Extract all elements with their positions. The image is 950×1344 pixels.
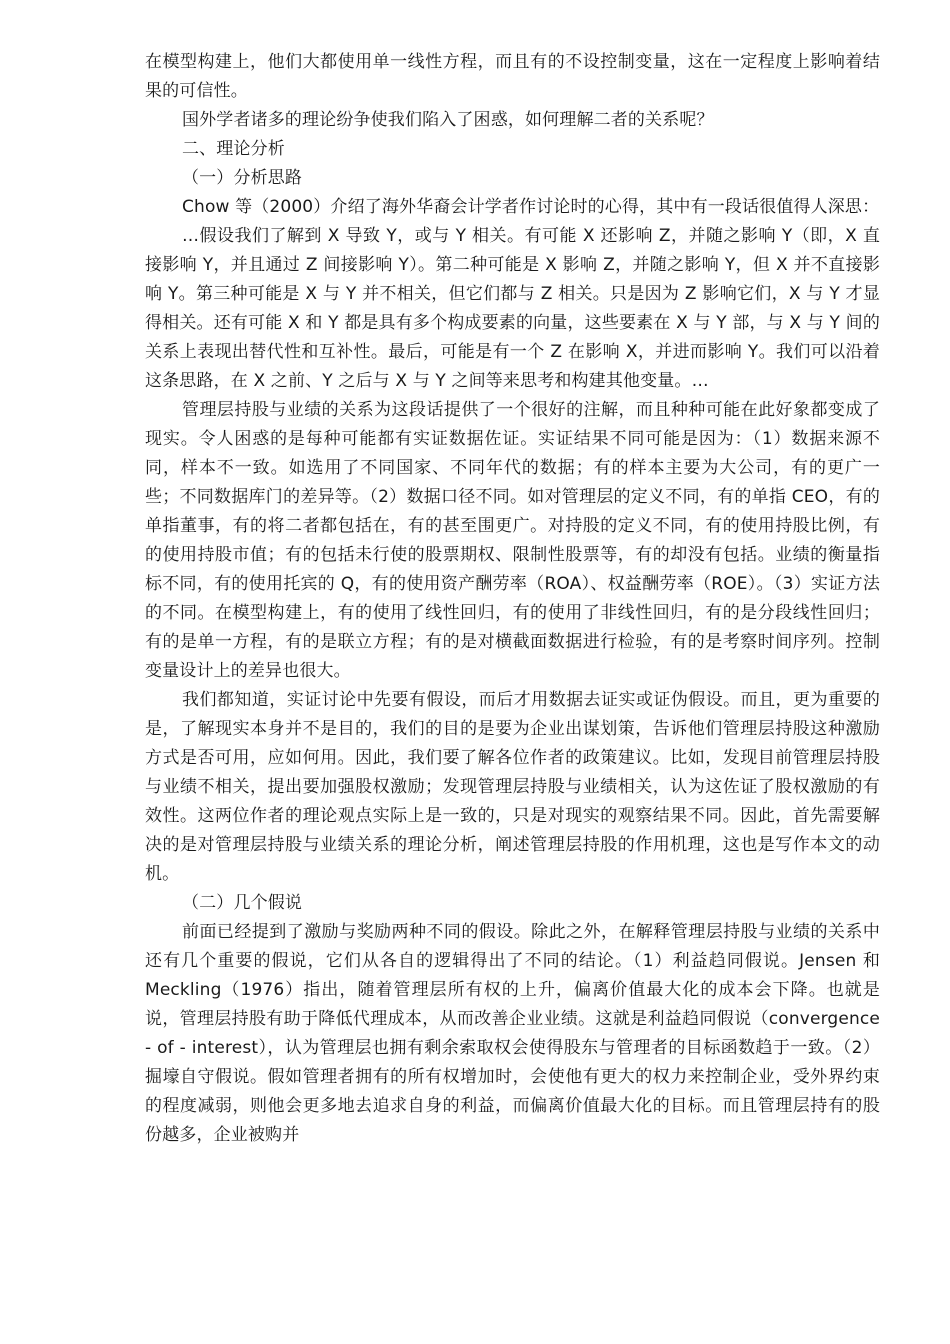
section-heading-theory: 二、理论分析 [182,139,285,159]
paragraph-evidence: 管理层持股与业绩的关系为这段话提供了一个很好的注解，而且种种可能在此好象都变成了现实。令人困惑的是每种可能都有实证数据佐证。实证结果不同可能是因为：（1）数据来源不同，样本不一致。如选用了不同国家、不同年代的数据；有的样本主要为大公司，有的更广一些；不同数据库门的差异等。（2）数据口径不同。如对管理层的定义不同，有的单指 CEO，有的单指董事，有的将二者都包括在，有的甚至围更广。对持股的定义不同，有的使用持股比例，有的使用持股市值；有的包括未行使的股票期权、限制性股票等，有的却没有包括。业绩的衡量指标不同，有的使用托宾的 Q，有的使用资产酬劳率（ROA）、权益酬劳率（ROE）。（3）实证方法的不同。在模型构建上，有的使用了线性回归，有的使用了非线性回归，有的是分段线性回归；有的是单一方程，有的是联立方程；有的是对横截面数据进行检验，有的是考察时间序列。控制变量设计上的差异也很大。 [145,400,880,681]
paragraph-chow: Chow 等（2000）介绍了海外华裔会计学者作讨论时的心得，其中有一段话很值得人深思： [182,197,880,217]
paragraph-hypotheses: 前面已经提到了激励与奖励两种不同的假设。除此之外，在解释管理层持股与业绩的关系中还有几个重要的假说，它们从各自的逻辑得出了不同的结论。（1）利益趋同假说。Jensen 和 Meckling（1976）指出，随着管理层所有权的上升，偏离价值最大化的成本会下降。也就是说，管理层持股有助于降低代理成本，从而改善企业业绩。这就是利益趋同假说（convergence - of - interest），认为管理层也拥有剩余索取权会使得股东与管理者的目标函数趋于一致。（2）掘壕自守假说。假如管理者拥有的所有权增加时，会使他有更大的权力来控制企业，受外界约束的程度减弱，则他会更多地去追求自身的利益，而偏离价值最大化的目标。而且管理层持有的股份越多，企业被购并 [145,922,880,1145]
paragraph-quote: …假设我们了解到 X 导致 Y，或与 Y 相关。有可能 X 还影响 Z，并随之影响 Y（即，X 直接影响 Y，并且通过 Z 间接影响 Y）。第二种可能是 X 影响 Z，并随之影响 Y，但 X 并不直接影响 Y。第三种可能是 X 与 Y 并不相关，但它们都与 Z 相关。只是因为 Z 影响它们，X 与 Y 才显得相关。还有可能 X 和 Y 都是具有多个构成要素的向量，这些要素在 X 与 Y 部，与 X 与 Y 间的关系上表现出替代性和互补性。最后，可能是有一个 Z 在影响 X，并进而影响 Y。我们可以沿着这条思路，在 X 之前、Y 之后与 X 与 Y 之间等来思考和构建其他变量。… [145,226,880,391]
subsection-heading-approach: （一）分析思路 [182,168,303,188]
paragraph-question: 国外学者诸多的理论纷争使我们陷入了困惑，如何理解二者的关系呢？ [182,110,714,130]
paragraph-continuation: 在模型构建上，他们大都使用单一线性方程，而且有的不设控制变量，这在一定程度上影响着结果的可信性。 [145,52,880,101]
paragraph-motivation: 我们都知道，实证讨论中先要有假设，而后才用数据去证实或证伪假设。而且，更为重要的是，了解现实本身并不是目的，我们的目的是要为企业出谋划策，告诉他们管理层持股这种激励方式是否可用，应如何用。因此，我们要了解各位作者的政策建议。比如，发现目前管理层持股与业绩不相关，提出要加强股权激励；发现管理层持股与业绩相关，认为这佐证了股权激励的有效性。这两位作者的理论观点实际上是一致的，只是对现实的观察结果不同。因此，首先需要解决的是对管理层持股与业绩关系的理论分析，阐述管理层持股的作用机理，这也是写作本文的动机。 [145,690,880,884]
document-page [145,48,880,1150]
subsection-heading-hypotheses: （二）几个假说 [182,893,303,913]
